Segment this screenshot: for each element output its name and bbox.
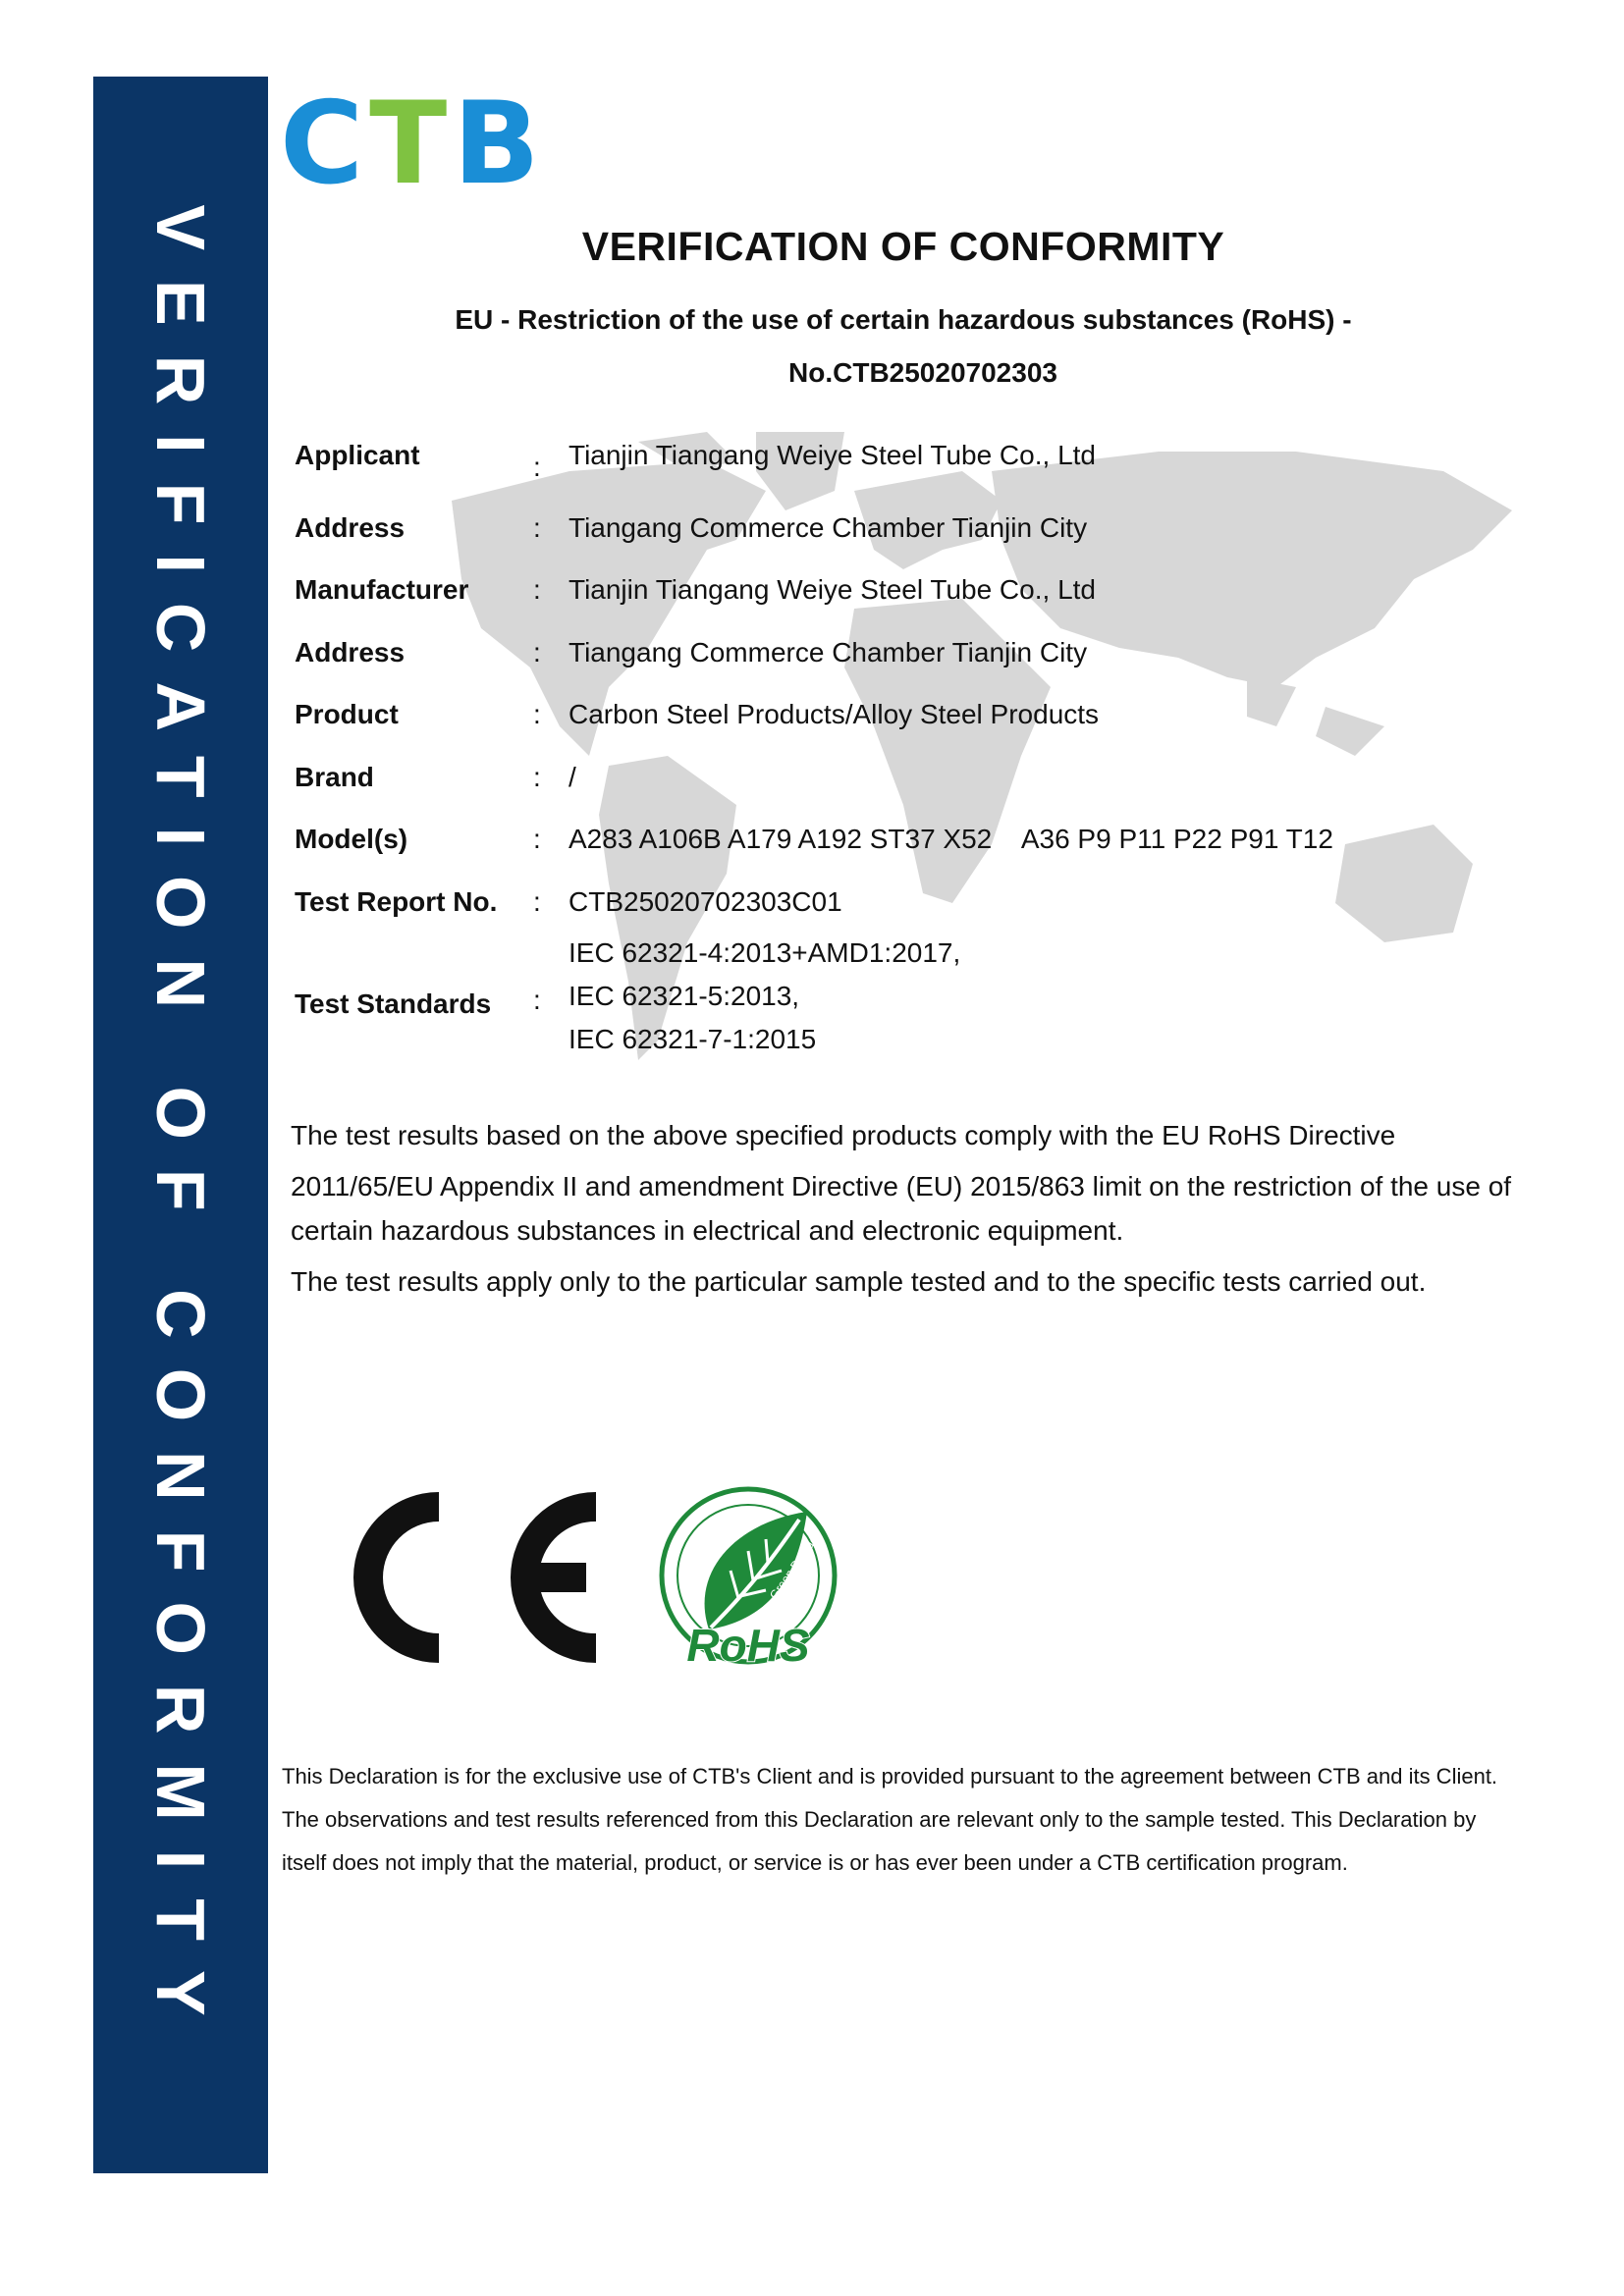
field-value: Tiangang Commerce Chamber Tianjin City: [568, 512, 1088, 543]
field-value: Carbon Steel Products/Alloy Steel Products: [568, 699, 1100, 729]
document-title: VERIFICATION OF CONFORMITY: [581, 224, 1225, 269]
field-label: Applicant: [295, 440, 420, 470]
test-standard-1: IEC 62321-4:2013+AMD1:2017,: [568, 937, 961, 968]
test-standard-2: IEC 62321-5:2013,: [568, 981, 800, 1011]
disclaimer-line: itself does not imply that the material, product, or service is or has ever been under a CTB certification program.: [282, 1850, 1348, 1875]
field-value: A283 A106B A179 A192 ST37 X52 A36 P9 P11 P22 P91 T12: [568, 824, 1333, 854]
field-label: Address: [295, 637, 406, 667]
field-separator: :: [533, 512, 541, 543]
field-label: Model(s): [295, 824, 408, 854]
field-separator: :: [533, 824, 541, 854]
statement-line: 2011/65/EU Appendix II and amendment Directive (EU) 2015/863 limit on the restriction of the use of: [291, 1171, 1512, 1201]
disclaimer-line: This Declaration is for the exclusive use of CTB's Client and is provided pursuant to the agreement between CTB and its Client.: [282, 1764, 1498, 1789]
field-label: Address: [295, 512, 406, 543]
compliance-statement: [291, 1113, 1538, 1304]
field-separator: :: [533, 985, 541, 1015]
disclaimer-line: The observations and test results referenced from this Declaration are relevant only to the sample tested. This Declaration by: [282, 1807, 1477, 1832]
field-label: Brand: [295, 762, 374, 792]
field-label: Test Standards: [295, 988, 492, 1019]
world-map-watermark: [412, 432, 1542, 1198]
side-banner: [93, 77, 268, 2173]
field-separator: :: [533, 574, 541, 605]
rohs-label: RoHS: [686, 1620, 810, 1671]
rohs-ring-text: Green Product: [766, 1530, 823, 1602]
logo-letter-c: C: [280, 78, 370, 210]
statement-line: The test results apply only to the particular sample tested and to the specific tests carried out.: [291, 1266, 1427, 1297]
field-value: CTB25020702303C01: [568, 886, 842, 917]
field-separator: :: [533, 699, 541, 729]
logo-letter-b: B: [453, 78, 546, 210]
statement-line: The test results based on the above specified products comply with the EU RoHS Directive: [291, 1120, 1396, 1150]
field-label: Manufacturer: [295, 574, 469, 605]
document-subtitle: EU - Restriction of the use of certain hazardous substances (RoHS) -: [455, 304, 1352, 335]
field-value: Tianjin Tiangang Weiye Steel Tube Co., Ltd: [568, 440, 1096, 470]
disclaimer: [282, 1755, 1548, 1885]
ce-mark-icon: [346, 1484, 601, 1671]
field-value: Tiangang Commerce Chamber Tianjin City: [568, 637, 1088, 667]
rohs-green-product-icon: [650, 1482, 846, 1679]
side-banner-text: VERIFICATION OF CONFORMITY: [142, 204, 219, 2046]
statement-line: certain hazardous substances in electrical and electronic equipment.: [291, 1215, 1124, 1246]
ctb-logo: [280, 78, 546, 210]
logo-letter-t: T: [369, 78, 454, 210]
certificate-number: No.CTB25020702303: [788, 357, 1057, 388]
field-separator: :: [533, 762, 541, 792]
field-label: Product: [295, 699, 399, 729]
test-standard-3: IEC 62321-7-1:2015: [568, 1024, 817, 1054]
field-value: /: [568, 762, 576, 792]
field-label: Test Report No.: [295, 886, 498, 917]
field-separator: :: [533, 452, 541, 482]
field-value: Tianjin Tiangang Weiye Steel Tube Co., Ltd: [568, 574, 1096, 605]
field-separator: :: [533, 637, 541, 667]
field-separator: :: [533, 886, 541, 917]
